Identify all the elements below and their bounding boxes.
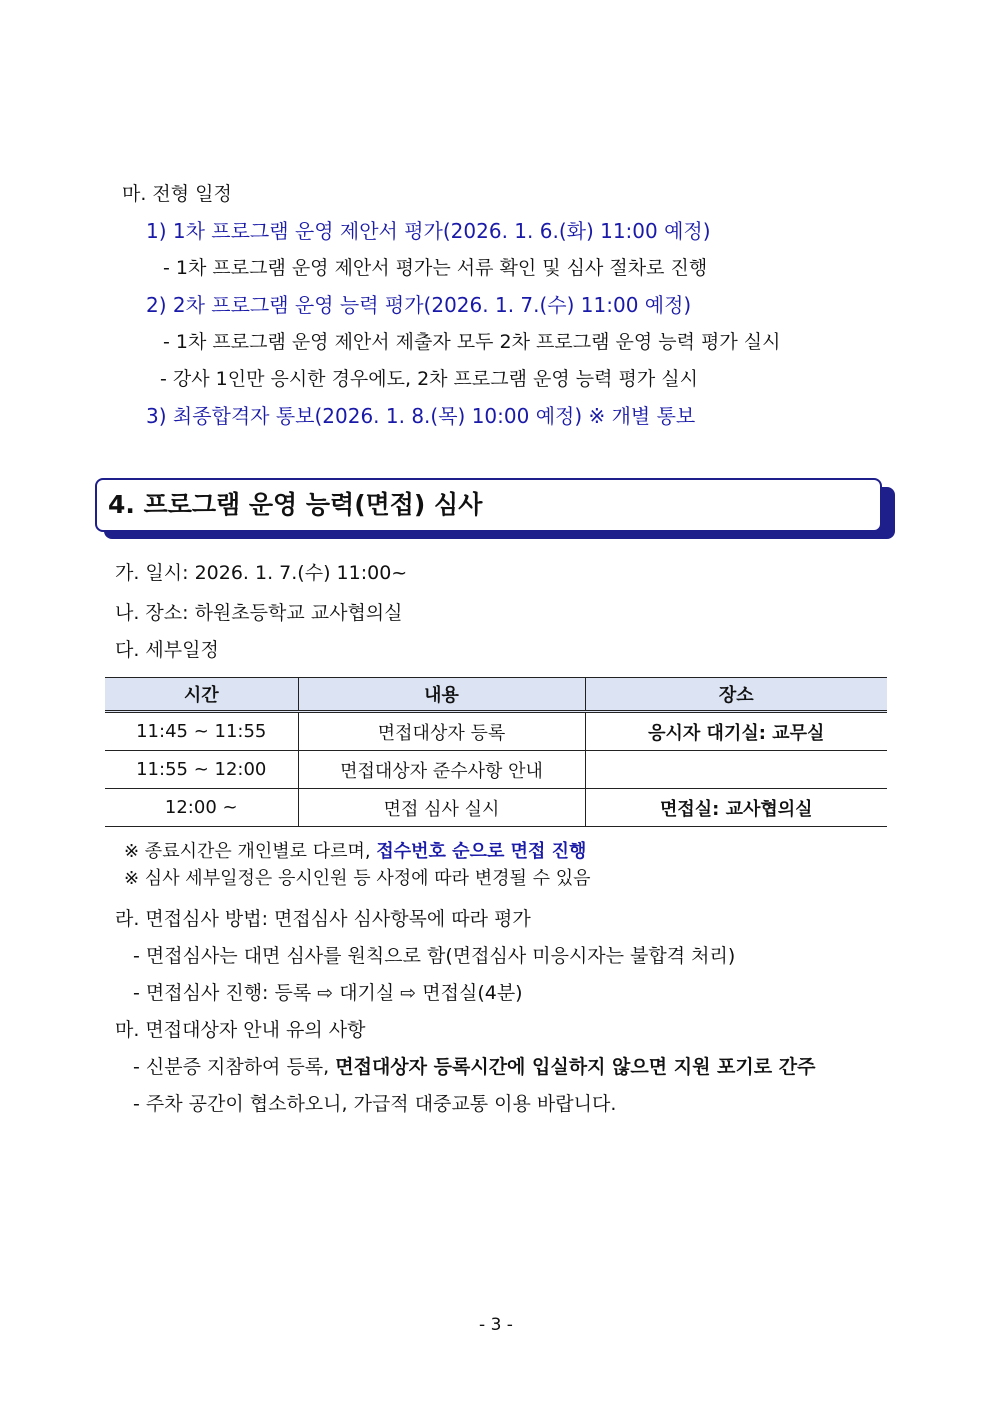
cell-place: 면접실: 교사협의실 <box>585 789 887 827</box>
stage3-title: 3) 최종합격자 통보(2026. 1. 8.(목) 10:00 예정) ※ 개별 통보 <box>146 404 696 428</box>
schedule-table <box>105 677 887 827</box>
table-row <box>105 712 887 751</box>
schedule-heading: 마. 전형 일정 <box>122 183 232 205</box>
note-schedule-change: ※ 심사 세부일정은 응시인원 등 사정에 따라 변경될 수 있음 <box>124 868 591 889</box>
cell-time: 11:45 ~ 11:55 <box>105 712 298 751</box>
note-end-time-text: ※ 종료시간은 개인별로 다르며, <box>124 841 377 862</box>
detail-schedule-heading: 다. 세부일정 <box>115 639 219 661</box>
table-header-row <box>105 678 887 712</box>
header-content: 내용 <box>298 678 585 712</box>
stage2-note-2: - 강사 1인만 응시한 경우에도, 2차 프로그램 운영 능력 평가 실시 <box>160 368 698 390</box>
cell-time: 11:55 ~ 12:00 <box>105 751 298 789</box>
interview-place: 나. 장소: 하원초등학교 교사협의실 <box>115 602 403 624</box>
interview-date: 가. 일시: 2026. 1. 7.(수) 11:00~ <box>115 562 408 584</box>
stage2-title: 2) 2차 프로그램 운영 능력 평가(2026. 1. 7.(수) 11:00 예정) <box>146 293 692 317</box>
cell-time: 12:00 ~ <box>105 789 298 827</box>
note-end-time <box>124 839 586 865</box>
method-heading: 라. 면접심사 방법: 면접심사 심사항목에 따라 평가 <box>115 908 531 930</box>
section-title: 4. 프로그램 운영 능력(면접) 심사 <box>108 490 483 519</box>
page-number: - 3 - <box>479 1315 513 1335</box>
cell-content: 면접 심사 실시 <box>298 789 585 827</box>
note-end-time-emphasis: 접수번호 순으로 면접 진행 <box>376 841 587 862</box>
notice-item-1-emphasis: 면접대상자 등록시간에 입실하지 않으면 지원 포기로 간주 <box>335 1056 816 1078</box>
cell-place: 응시자 대기실: 교무실 <box>585 712 887 751</box>
method-item-2: - 면접심사 진행: 등록 ⇨ 대기실 ⇨ 면접실(4분) <box>133 982 523 1004</box>
table-row <box>105 789 887 827</box>
cell-place <box>585 751 887 789</box>
notice-item-2: - 주차 공간이 협소하오니, 가급적 대중교통 이용 바랍니다. <box>133 1093 617 1115</box>
header-place: 장소 <box>585 678 887 712</box>
cell-content: 면접대상자 등록 <box>298 712 585 751</box>
notice-heading: 마. 면접대상자 안내 유의 사항 <box>115 1019 366 1041</box>
header-time: 시간 <box>105 678 298 712</box>
stage1-note: - 1차 프로그램 운영 제안서 평가는 서류 확인 및 심사 절차로 진행 <box>163 257 708 279</box>
table-row <box>105 751 887 789</box>
cell-content: 면접대상자 준수사항 안내 <box>298 751 585 789</box>
stage1-title: 1) 1차 프로그램 운영 제안서 평가(2026. 1. 6.(화) 11:00 예정) <box>146 219 711 243</box>
notice-item-1-text: - 신분증 지참하여 등록, <box>133 1056 336 1078</box>
stage2-note-1: - 1차 프로그램 운영 제안서 제출자 모두 2차 프로그램 운영 능력 평가 실시 <box>163 331 781 353</box>
method-item-1: - 면접심사는 대면 심사를 원칙으로 함(면접심사 미응시자는 불합격 처리) <box>133 945 736 967</box>
notice-item-1 <box>133 1054 815 1080</box>
